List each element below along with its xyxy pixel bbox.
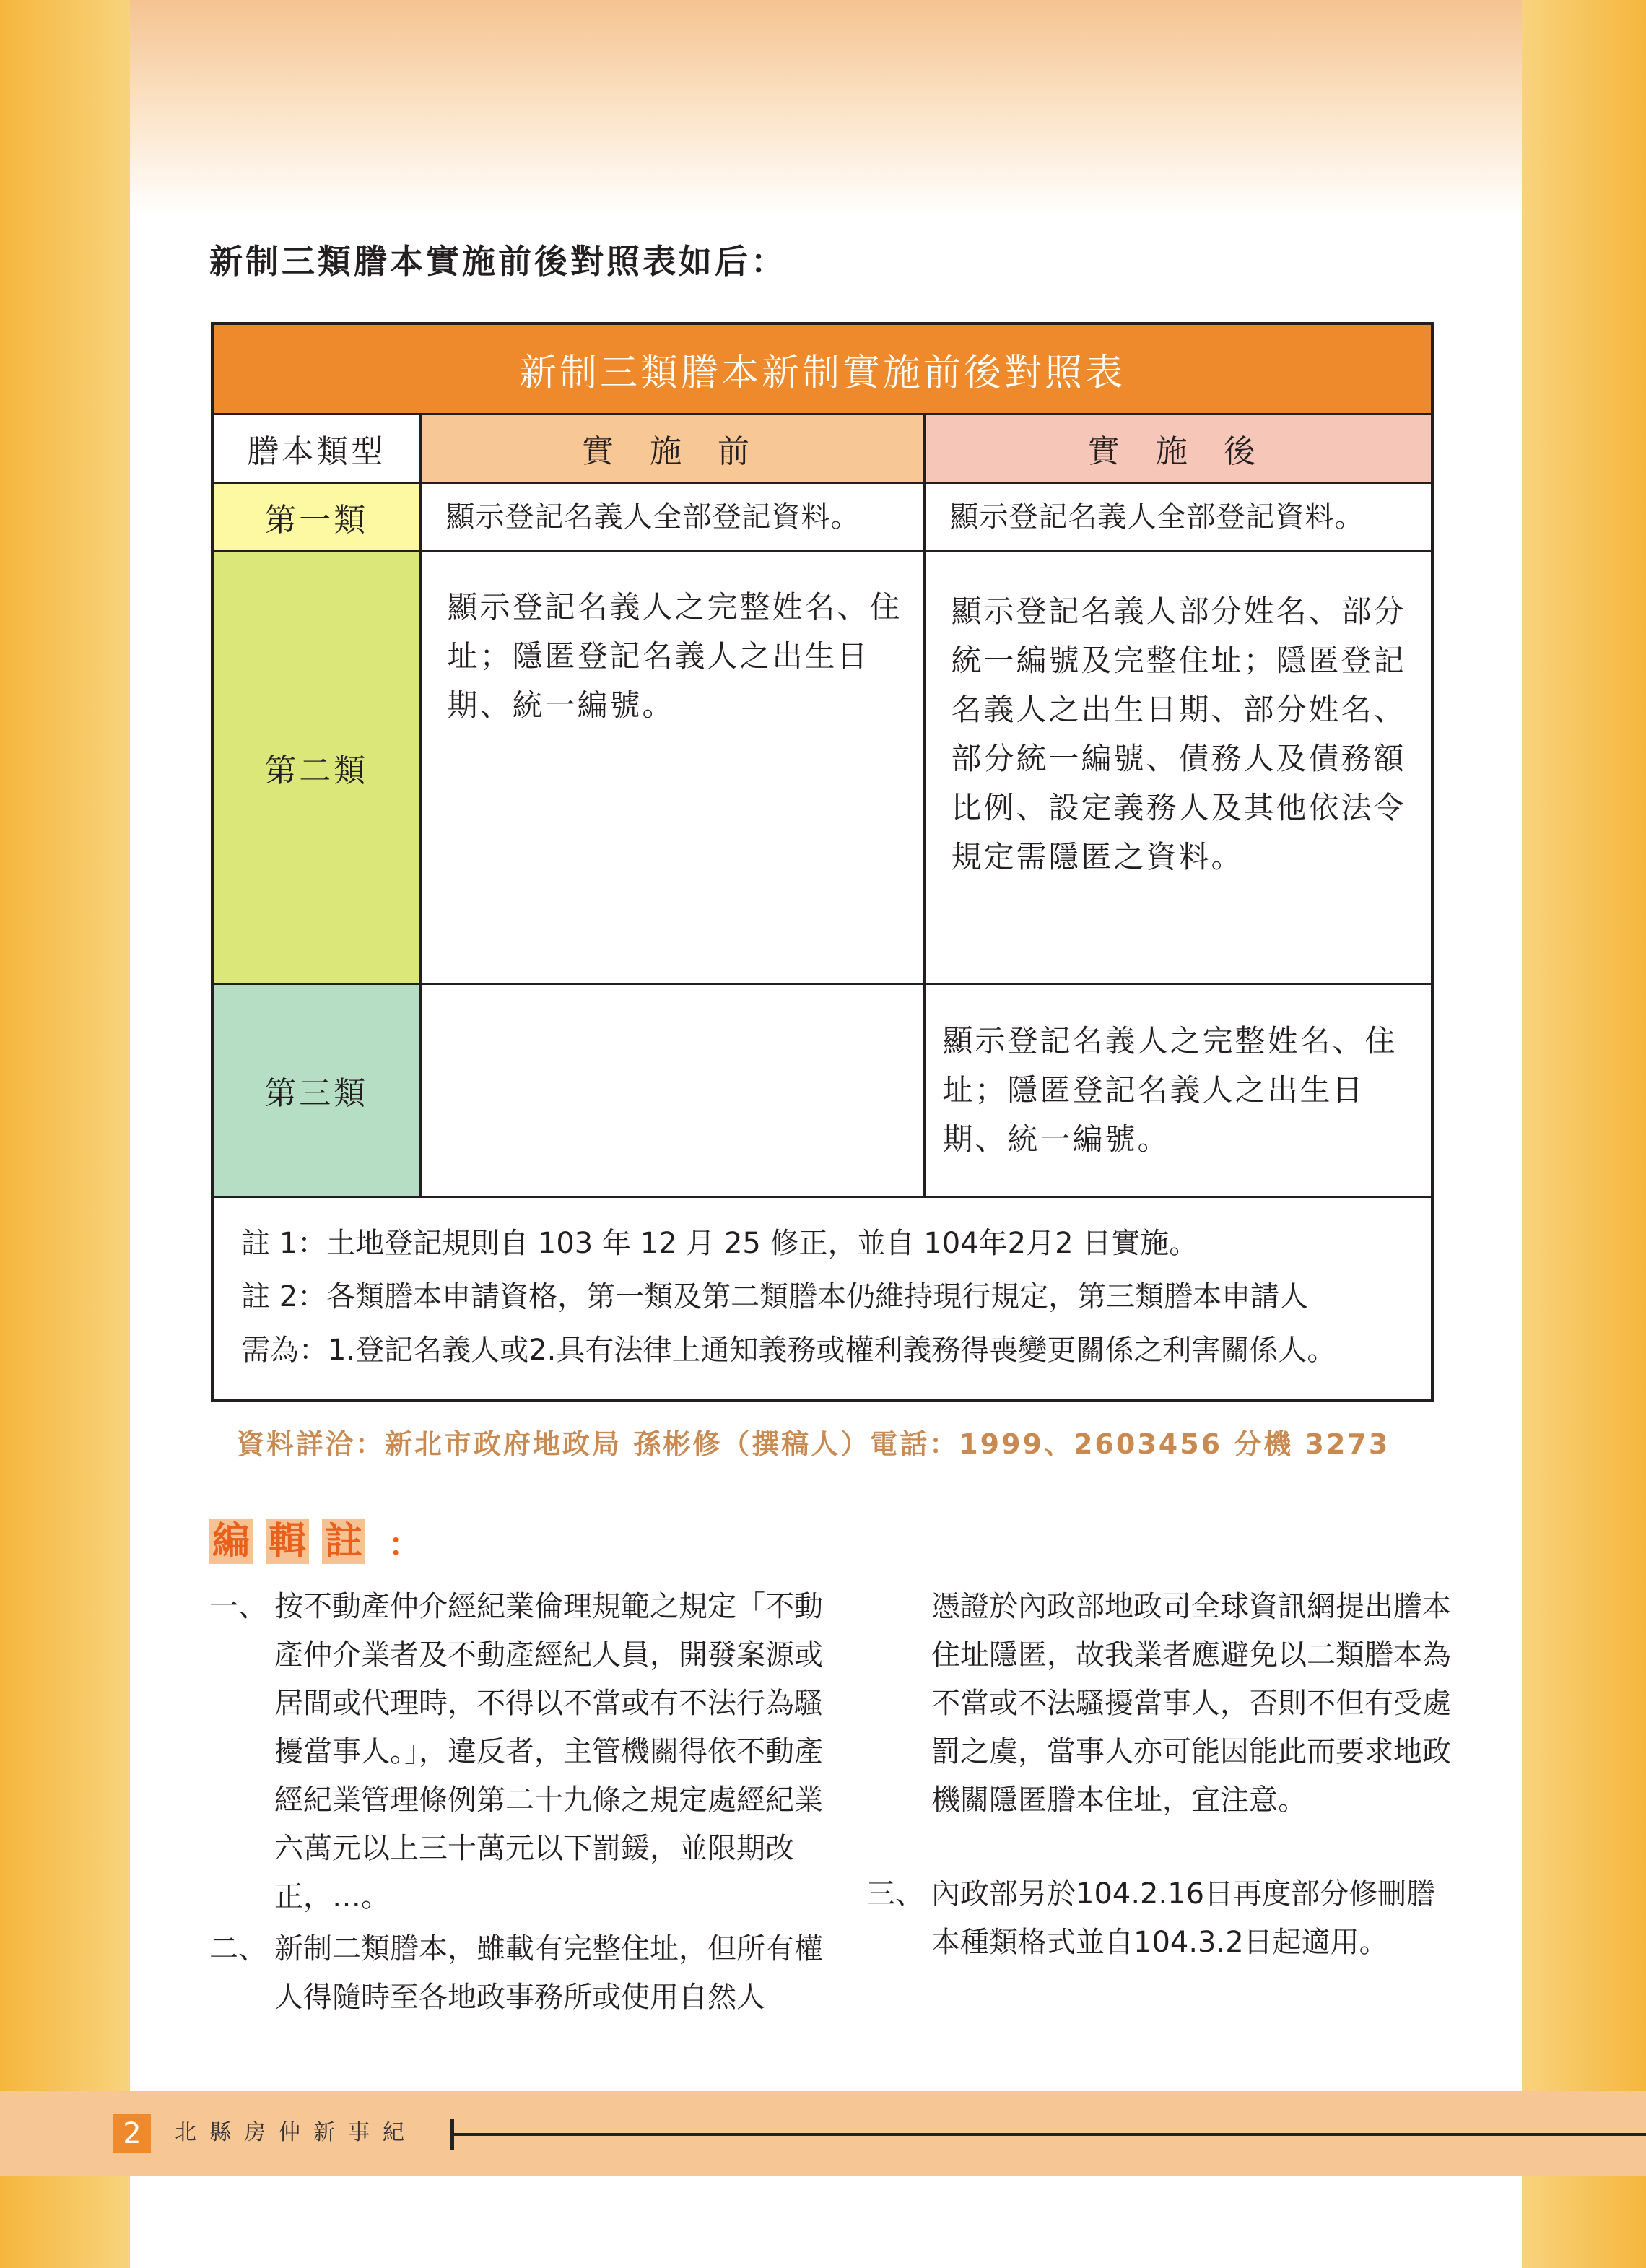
header-type: 謄本類型 bbox=[212, 414, 420, 483]
row1-after: 顯示登記名義人全部登記資料。 bbox=[924, 483, 1432, 552]
footer-rule bbox=[450, 2133, 1646, 2136]
comparison-table bbox=[211, 322, 1434, 1402]
row2-after: 顯示登記名義人部分姓名、部分統一編號及完整住址；隱匿登記名義人之出生日期、部分姓名、部分統一編號、債務人及債務額比例、設定義務人及其他依法令規定需隱匿之資料。 bbox=[924, 552, 1432, 984]
note-3: 需為：1.登記名義人或2.具有法律上通知義務或權利義務得喪變更關係之利害關係人。 bbox=[241, 1334, 1336, 1367]
item-text: 內政部另於104.2.16日再度部分修刪謄本種類格式並自104.3.2日起適用。 bbox=[931, 1877, 1436, 1959]
row3-before bbox=[420, 984, 924, 1197]
editor-note-item-2 bbox=[209, 1925, 823, 2022]
item-marker: 一、 bbox=[209, 1590, 267, 1623]
top-gradient bbox=[130, 0, 1522, 217]
page-number: 2 bbox=[113, 2114, 151, 2153]
note-2: 註 2：各類謄本申請資格，第一類及第二類謄本仍維持現行規定，第三類謄本申請人 bbox=[241, 1280, 1309, 1313]
table-row bbox=[212, 984, 1432, 1197]
table-row bbox=[212, 483, 1432, 552]
editor-note-item-1 bbox=[209, 1583, 823, 1921]
row2-before: 顯示登記名義人之完整姓名、住址；隱匿登記名義人之出生日期、統一編號。 bbox=[420, 552, 924, 984]
editor-note-char: 輯 bbox=[266, 1519, 309, 1564]
note-1: 註 1：土地登記規則自 103 年 12 月 25 修正，並自 104年2月2 日實施。 bbox=[241, 1227, 1198, 1260]
magazine-title: 北縣房仲新事紀 bbox=[175, 2120, 417, 2145]
header-after: 實 施 後 bbox=[924, 414, 1432, 483]
editor-note-char: 編 bbox=[209, 1519, 253, 1564]
row1-before: 顯示登記名義人全部登記資料。 bbox=[420, 483, 924, 552]
header-before: 實 施 前 bbox=[420, 414, 924, 483]
item-marker: 三、 bbox=[866, 1877, 924, 1911]
editor-note-char: 註 bbox=[322, 1519, 365, 1564]
page-heading: 新制三類謄本實施前後對照表如后： bbox=[209, 242, 787, 281]
row-type-1: 第一類 bbox=[212, 483, 420, 552]
contact-info: 資料詳洽：新北市政府地政局 孫彬修（撰稿人）電話：1999、2603456 分機 3273 bbox=[237, 1428, 1390, 1460]
table-title: 新制三類謄本新制實施前後對照表 bbox=[212, 323, 1432, 414]
editor-note-colon: ： bbox=[388, 1526, 420, 1563]
table-row bbox=[212, 552, 1432, 984]
table-notes bbox=[212, 1197, 1432, 1401]
item-marker: 二、 bbox=[209, 1932, 267, 1965]
editor-note-item-3 bbox=[866, 1870, 1451, 1967]
editor-note-item-2-cont: 憑證於內政部地政司全球資訊網提出謄本住址隱匿，故我業者應避免以二類謄本為不當或不法騷擾當事人，否則不但有受處罰之虞，當事人亦可能因能此而要求地政機關隱匿謄本住址，宜注意。 bbox=[931, 1590, 1451, 1817]
row-type-2: 第二類 bbox=[212, 552, 420, 984]
item-text: 新制二類謄本，雖載有完整住址，但所有權人得隨時至各地政事務所或使用自然人 bbox=[274, 1932, 823, 2014]
left-side-band bbox=[0, 0, 130, 2268]
row3-after: 顯示登記名義人之完整姓名、住址；隱匿登記名義人之出生日期、統一編號。 bbox=[924, 984, 1432, 1197]
item-text: 按不動產仲介經紀業倫理規範之規定「不動產仲介業者及不動產經紀人員，開發案源或居間或代理時，不得以不當或有不法行為騷擾當事人。」，違反者，主管機關得依不動產經紀業管理條例第二十九條之規定處經紀業六萬元以上三十萬元以下罰鍰，並限期改正，…。 bbox=[274, 1590, 823, 1913]
row-type-3: 第三類 bbox=[212, 984, 420, 1197]
right-side-band bbox=[1522, 0, 1646, 2268]
editor-note-title bbox=[209, 1519, 420, 1564]
